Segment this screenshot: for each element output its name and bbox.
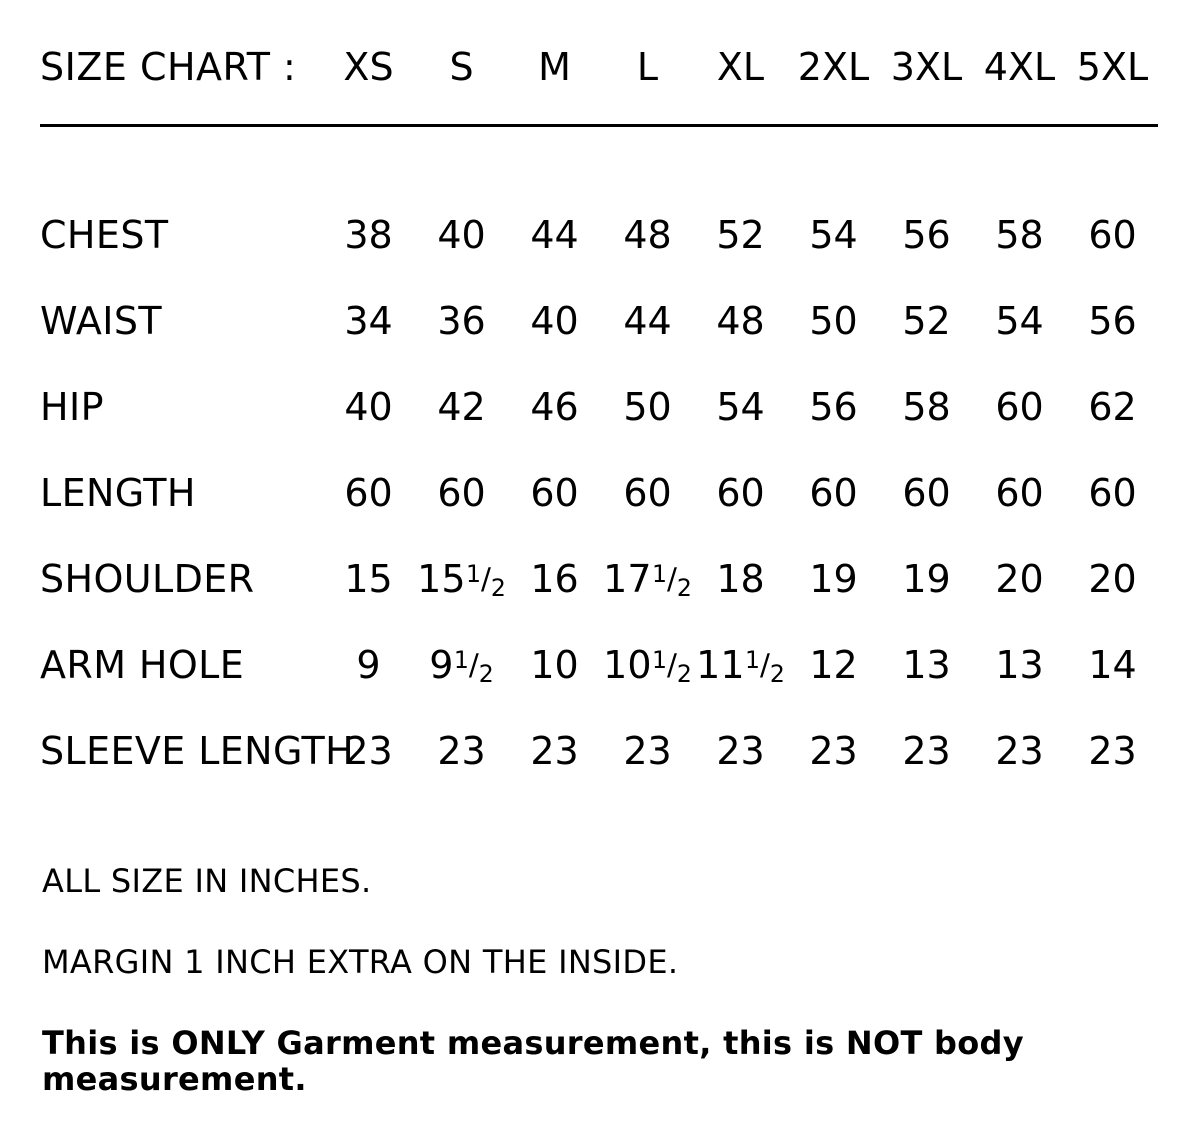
cell-length-s: 60 bbox=[437, 471, 486, 515]
table-row bbox=[40, 536, 1159, 622]
cell-length-xs: 60 bbox=[344, 471, 393, 515]
cell-arm-hole-m: 10 bbox=[530, 643, 579, 687]
size-header-l: L bbox=[636, 45, 659, 89]
cell-hip-4xl: 60 bbox=[995, 385, 1044, 429]
cell-chest-2xl: 54 bbox=[809, 213, 858, 257]
fraction-one-half: 1/2 bbox=[651, 646, 692, 688]
cell-sleeve-length-3xl: 23 bbox=[902, 729, 951, 773]
note-disclaimer: This is ONLY Garment measurement, this is NOT body measurement. bbox=[42, 1024, 1024, 1098]
row-label-hip: HIP bbox=[40, 385, 104, 429]
row-label-arm-hole: ARM HOLE bbox=[40, 643, 245, 687]
page-title: SIZE CHART : bbox=[40, 45, 297, 89]
table-body bbox=[40, 192, 1159, 794]
cell-chest-xl: 52 bbox=[716, 213, 765, 257]
size-header-3xl: 3XL bbox=[890, 45, 963, 89]
header-divider-cell bbox=[40, 110, 1159, 144]
cell-chest-5xl: 60 bbox=[1088, 213, 1137, 257]
cell-sleeve-length-s: 23 bbox=[437, 729, 486, 773]
header-spacer-row bbox=[40, 144, 1159, 192]
cell-shoulder-m: 16 bbox=[530, 557, 579, 601]
row-label-waist: WAIST bbox=[40, 299, 163, 343]
cell-shoulder-xs: 15 bbox=[344, 557, 393, 601]
cell-waist-m: 40 bbox=[530, 299, 579, 343]
cell-chest-l: 48 bbox=[623, 213, 672, 257]
cell-shoulder-2xl: 19 bbox=[809, 557, 858, 601]
cell-length-5xl: 60 bbox=[1088, 471, 1137, 515]
cell-waist-2xl: 50 bbox=[809, 299, 858, 343]
cell-arm-hole-xs: 9 bbox=[356, 643, 381, 687]
table-row bbox=[40, 450, 1159, 536]
fraction-one-half: 1/2 bbox=[453, 646, 494, 688]
size-header-2xl: 2XL bbox=[797, 45, 870, 89]
table-row bbox=[40, 192, 1159, 278]
header-spacer-cell bbox=[40, 144, 1159, 192]
cell-length-l: 60 bbox=[623, 471, 672, 515]
note-margin: MARGIN 1 INCH EXTRA ON THE INSIDE. bbox=[42, 943, 679, 982]
cell-arm-hole-2xl: 12 bbox=[809, 643, 858, 687]
cell-arm-hole-4xl: 13 bbox=[995, 643, 1044, 687]
cell-sleeve-length-xl: 23 bbox=[716, 729, 765, 773]
cell-length-m: 60 bbox=[530, 471, 579, 515]
cell-hip-5xl: 62 bbox=[1088, 385, 1137, 429]
row-label-length: LENGTH bbox=[40, 471, 196, 515]
cell-chest-s: 40 bbox=[437, 213, 486, 257]
fraction-one-half: 1/2 bbox=[744, 646, 785, 688]
cell-hip-s: 42 bbox=[437, 385, 486, 429]
cell-waist-4xl: 54 bbox=[995, 299, 1044, 343]
table-row bbox=[40, 622, 1159, 708]
cell-chest-m: 44 bbox=[530, 213, 579, 257]
table-row bbox=[40, 708, 1159, 794]
table-header bbox=[40, 24, 1159, 192]
cell-arm-hole-s: 91/2 bbox=[429, 643, 494, 688]
size-header-s: S bbox=[449, 45, 474, 89]
cell-waist-xs: 34 bbox=[344, 299, 393, 343]
row-label-sleeve-length: SLEEVE LENGTH bbox=[40, 729, 355, 773]
cell-sleeve-length-2xl: 23 bbox=[809, 729, 858, 773]
size-chart-table bbox=[40, 24, 1159, 794]
header-row bbox=[40, 24, 1159, 110]
size-header-xl: XL bbox=[716, 45, 765, 89]
cell-chest-4xl: 58 bbox=[995, 213, 1044, 257]
header-rule-row bbox=[40, 110, 1159, 144]
size-header-5xl: 5XL bbox=[1076, 45, 1149, 89]
cell-shoulder-s: 151/2 bbox=[417, 557, 506, 602]
cell-length-3xl: 60 bbox=[902, 471, 951, 515]
cell-waist-3xl: 52 bbox=[902, 299, 951, 343]
cell-arm-hole-l: 101/2 bbox=[603, 643, 692, 688]
cell-length-4xl: 60 bbox=[995, 471, 1044, 515]
cell-shoulder-5xl: 20 bbox=[1088, 557, 1137, 601]
cell-hip-m: 46 bbox=[530, 385, 579, 429]
row-label-chest: CHEST bbox=[40, 213, 169, 257]
cell-waist-l: 44 bbox=[623, 299, 672, 343]
table-row bbox=[40, 278, 1159, 364]
fraction-one-half: 1/2 bbox=[651, 560, 692, 602]
cell-hip-xl: 54 bbox=[716, 385, 765, 429]
cell-hip-xs: 40 bbox=[344, 385, 393, 429]
cell-sleeve-length-xs: 23 bbox=[344, 729, 393, 773]
fraction-one-half: 1/2 bbox=[465, 560, 506, 602]
cell-arm-hole-xl: 111/2 bbox=[696, 643, 785, 688]
cell-shoulder-l: 171/2 bbox=[603, 557, 692, 602]
cell-shoulder-4xl: 20 bbox=[995, 557, 1044, 601]
cell-chest-3xl: 56 bbox=[902, 213, 951, 257]
cell-sleeve-length-m: 23 bbox=[530, 729, 579, 773]
cell-shoulder-xl: 18 bbox=[716, 557, 765, 601]
cell-waist-s: 36 bbox=[437, 299, 486, 343]
cell-sleeve-length-l: 23 bbox=[623, 729, 672, 773]
cell-arm-hole-5xl: 14 bbox=[1088, 643, 1137, 687]
size-header-xs: XS bbox=[343, 45, 394, 89]
notes-section bbox=[40, 864, 1160, 1097]
size-header-4xl: 4XL bbox=[983, 45, 1056, 89]
table-row bbox=[40, 364, 1159, 450]
cell-sleeve-length-5xl: 23 bbox=[1088, 729, 1137, 773]
note-units: ALL SIZE IN INCHES. bbox=[42, 862, 372, 900]
cell-hip-l: 50 bbox=[623, 385, 672, 429]
header-divider bbox=[40, 124, 1158, 127]
row-label-shoulder: SHOULDER bbox=[40, 557, 255, 601]
size-header-m: M bbox=[538, 45, 571, 89]
cell-shoulder-3xl: 19 bbox=[902, 557, 951, 601]
cell-waist-5xl: 56 bbox=[1088, 299, 1137, 343]
cell-arm-hole-3xl: 13 bbox=[902, 643, 951, 687]
cell-chest-xs: 38 bbox=[344, 213, 393, 257]
cell-sleeve-length-4xl: 23 bbox=[995, 729, 1044, 773]
cell-hip-3xl: 58 bbox=[902, 385, 951, 429]
cell-length-2xl: 60 bbox=[809, 471, 858, 515]
cell-hip-2xl: 56 bbox=[809, 385, 858, 429]
cell-waist-xl: 48 bbox=[716, 299, 765, 343]
cell-length-xl: 60 bbox=[716, 471, 765, 515]
